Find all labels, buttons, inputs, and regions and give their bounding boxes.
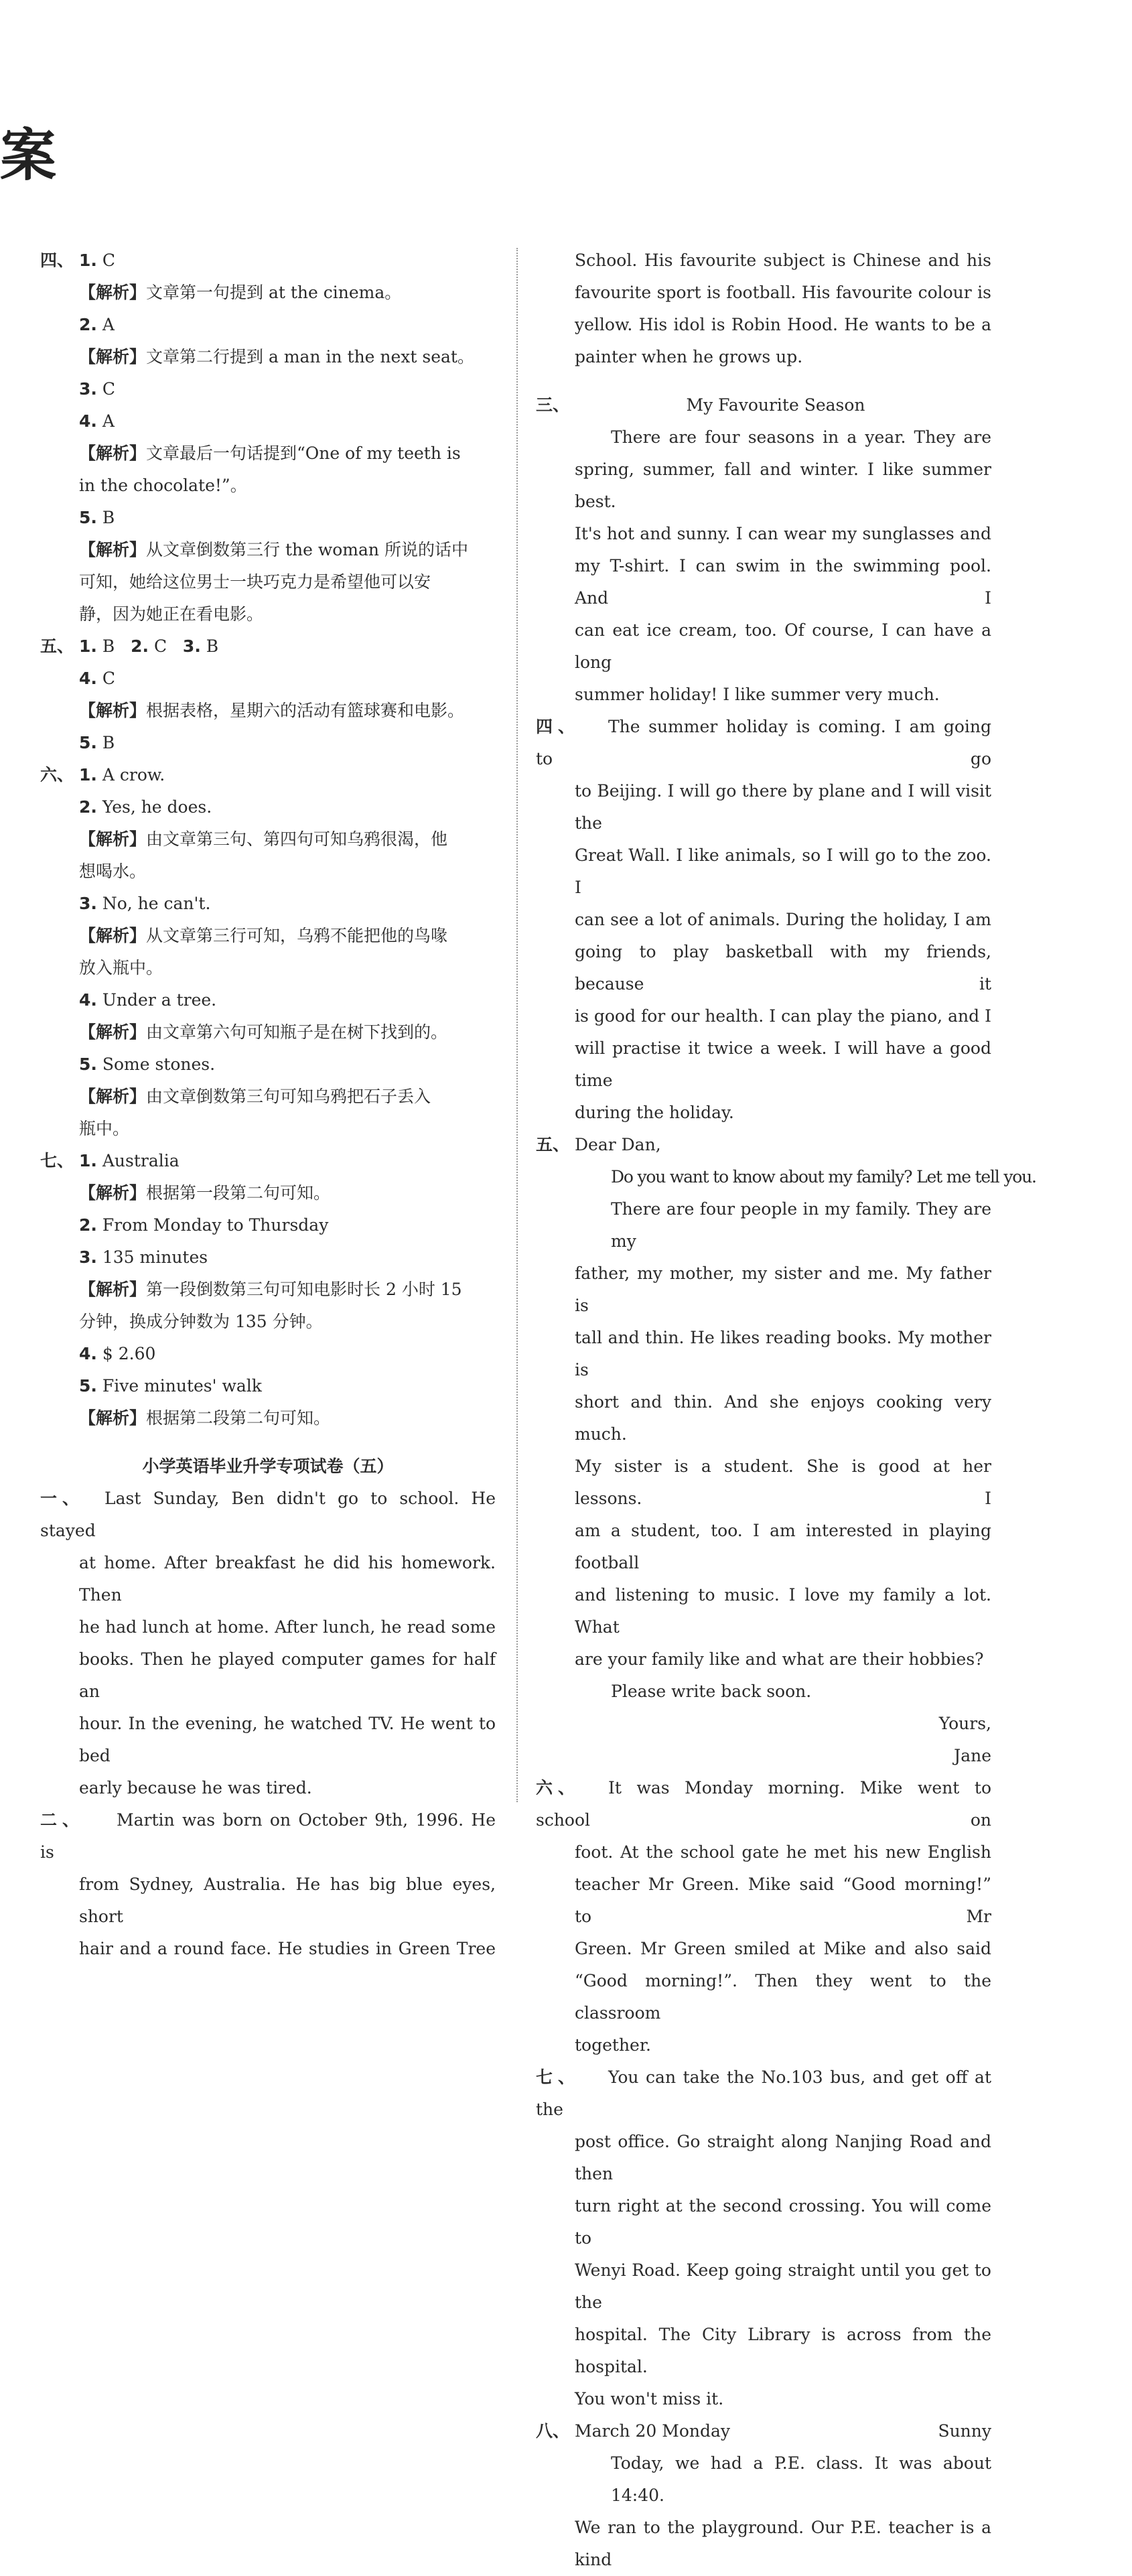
text-line: hour. In the evening, he watched TV. He went to bed — [79, 1714, 496, 1765]
text-line: “Good morning!”. Then they went to the classroom — [575, 1971, 991, 2023]
text-line: 【解析】 — [79, 829, 147, 849]
text-line: A — [102, 315, 115, 334]
text-line: 【解析】 — [79, 283, 147, 302]
text-line: Great Wall. I like animals, so I will go to the zoo. I — [575, 845, 991, 897]
text-line: during the holiday. — [575, 1103, 734, 1122]
text-line: 1. — [79, 251, 97, 270]
text-line: It's hot and sunny. I can wear my sunglasses and — [575, 524, 991, 543]
section-label: 四、 — [40, 251, 74, 270]
section-label: 一、 — [40, 1489, 79, 1508]
text-line: The summer holiday is coming. I am going to go — [536, 717, 991, 768]
text-line: books. Then he played computer games for half an — [79, 1649, 496, 1701]
text-line: Australia — [102, 1151, 180, 1170]
text-line: C — [102, 251, 115, 270]
text-line: 135 minutes — [102, 1247, 208, 1267]
text-line: B — [102, 508, 115, 527]
text-line: 根据第一段第二句可知。 — [146, 1183, 331, 1203]
page-header-title: 案 — [0, 123, 57, 188]
text-line: early because he was tired. — [79, 1778, 312, 1798]
section-label: 六、 — [536, 1778, 575, 1798]
text-line: 【解析】 — [79, 540, 147, 559]
essay-title: My Favourite Season — [686, 395, 865, 415]
text-line: 4. — [79, 669, 97, 688]
text-line: summer holiday! I like summer very much. — [575, 685, 940, 704]
text-line: 2. — [131, 636, 149, 656]
text-line: 1. — [79, 765, 97, 785]
text-line: my T-shirt. I can swim in the swimming pool. And I — [575, 556, 991, 608]
text-line: 5. — [79, 1055, 97, 1074]
text-line: favourite sport is football. His favourite colour is — [575, 283, 991, 302]
section-label: 五、 — [40, 636, 74, 656]
text-line: hair and a round face. He studies in Green Tree — [79, 1939, 496, 1958]
text-line: 3. — [79, 894, 97, 913]
text-line: 5. — [79, 733, 97, 752]
exam-title: 小学英语毕业升学专项试卷（五） — [142, 1456, 394, 1476]
text-line: 【解析】 — [79, 701, 147, 720]
text-line: 由文章第三句、第四句可知乌鸦很渴，他 — [146, 829, 448, 849]
text-line: Some stones. — [102, 1055, 216, 1074]
right-column — [536, 245, 1036, 2576]
text-line: Green. Mr Green smiled at Mike and also said — [575, 1939, 991, 1958]
text-line: My sister is a student. She is good at her lessons. I — [575, 1456, 991, 1508]
text-line: 第一段倒数第三句可知电影时长 2 小时 15 — [146, 1280, 462, 1299]
section-label: 四、 — [536, 717, 575, 736]
text-line: 由文章第六句可知瓶子是在树下找到的。 — [146, 1022, 448, 1042]
text-line: hospital. The City Library is across from the hospital. — [575, 2325, 991, 2376]
text-line: turn right at the second crossing. You will come to — [575, 2196, 991, 2248]
text-line: father, my mother, my sister and me. My father is — [575, 1264, 991, 1315]
text-line: You won't miss it. — [575, 2389, 724, 2409]
text-line: 放入瓶中。 — [79, 958, 163, 977]
text-line: 4. — [79, 1344, 97, 1363]
text-line: 文章第二行提到 a man in the next seat。 — [146, 347, 474, 366]
text-line: to Beijing. I will go there by plane and I will visit the — [575, 781, 991, 833]
text-line: Five minutes' walk — [102, 1376, 262, 1396]
text-line: Jane — [954, 1746, 991, 1765]
text-line: B — [102, 733, 115, 752]
section-label: 八、 — [536, 2421, 570, 2441]
text-line: 根据第二段第二句可知。 — [146, 1408, 331, 1428]
text-line: 静，因为她正在看电影。 — [79, 604, 264, 624]
column-divider — [516, 248, 518, 1802]
text-line: We ran to the playground. Our P.E. teacher is a kind — [575, 2518, 991, 2569]
text-line: 5. — [79, 508, 97, 527]
text-line: 2. — [79, 1215, 97, 1235]
text-line: 分钟，换成分钟数为 135 分钟。 — [79, 1312, 323, 1331]
text-line: 5. — [79, 1376, 97, 1396]
section-label: 三、 — [536, 395, 570, 415]
text-line: School. His favourite subject is Chinese and his — [575, 251, 991, 270]
text-line: 文章最后一句话提到“One of my teeth is — [146, 444, 461, 463]
text-line: A — [102, 411, 115, 431]
text-line: You can take the No.103 bus, and get off at the — [536, 2067, 991, 2119]
text-line: going to play basketball with my friends, because it — [575, 942, 991, 994]
section-label: 六、 — [40, 765, 74, 785]
section-label: 七、 — [536, 2067, 575, 2087]
text-line: A crow. — [102, 765, 165, 785]
text-line: 4. — [79, 411, 97, 431]
text-line: Wenyi Road. Keep going straight until you get to the — [575, 2260, 991, 2312]
text-line: C — [102, 379, 115, 399]
text-line: at home. After breakfast he did his homework. Then — [79, 1553, 496, 1605]
text-line: 文章第一句提到 at the cinema。 — [146, 283, 402, 302]
text-line: Do you want to know about my family? Let me tell you. — [611, 1167, 1036, 1187]
section-label: 二、 — [40, 1810, 79, 1830]
text-line: foot. At the school gate he met his new English — [575, 1842, 991, 1862]
text-line: Yes, he does. — [102, 797, 212, 817]
text-line: are your family like and what are their hobbies? — [575, 1649, 984, 1669]
text-line: Please write back soon. — [611, 1682, 812, 1701]
text-line: 1. — [79, 1151, 97, 1170]
text-line: Dear Dan, — [575, 1135, 661, 1154]
text-line: 2. — [79, 797, 97, 817]
section-label: 七、 — [40, 1151, 74, 1170]
text-line: 【解析】 — [79, 926, 147, 945]
text-line: 【解析】 — [79, 444, 147, 463]
text-line: C — [153, 636, 167, 656]
text-line: together. — [575, 2035, 651, 2055]
text-line: B — [206, 636, 219, 656]
text-line: in the chocolate!”。 — [79, 476, 247, 495]
text-line: is good for our health. I can play the piano, and I — [575, 1006, 991, 1026]
text-line: B — [102, 636, 115, 656]
left-column — [40, 245, 496, 1965]
text-line: and listening to music. I love my family a lot. What — [575, 1585, 991, 1637]
text-line: There are four seasons in a year. They are — [611, 427, 991, 447]
text-line: painter when he grows up. — [575, 347, 803, 366]
text-line: 【解析】 — [79, 1408, 147, 1428]
text-line: 3. — [182, 636, 201, 656]
text-line: 4. — [79, 990, 97, 1010]
text-line: Last Sunday, Ben didn't go to school. He stayed — [40, 1489, 496, 1540]
text-line: post office. Go straight along Nanjing Road and then — [575, 2132, 991, 2183]
text-line: teacher Mr Green. Mike said “Good morning!” to Mr — [575, 1875, 991, 1926]
text-line: March 20 Monday — [575, 2421, 731, 2441]
text-line: Today, we had a P.E. class. It was about 14:40. — [611, 2453, 991, 2505]
text-line: No, he can't. — [102, 894, 211, 913]
text-line: yellow. His idol is Robin Hood. He wants to be a — [575, 315, 991, 334]
text-line: Under a tree. — [102, 990, 217, 1010]
text-line: 【解析】 — [79, 1280, 147, 1299]
text-line: short and thin. And she enjoys cooking very much. — [575, 1392, 991, 1444]
text-line: 【解析】 — [79, 1087, 147, 1106]
text-line: 想喝水。 — [79, 862, 147, 881]
text-line: will practise it twice a week. I will have a good time — [575, 1038, 991, 1090]
text-line: 1. — [79, 636, 97, 656]
text-line: From Monday to Thursday — [102, 1215, 329, 1235]
text-line: he had lunch at home. After lunch, he read some — [79, 1617, 496, 1637]
text-line: Yours, — [938, 1714, 991, 1733]
text-line: 3. — [79, 1247, 97, 1267]
text-line: 根据表格，星期六的活动有篮球赛和电影。 — [146, 701, 465, 720]
text-line: 从文章第三行可知，乌鸦不能把他的鸟喙 — [146, 926, 448, 945]
text-line: There are four people in my family. They are my — [611, 1199, 991, 1251]
text-line: Martin was born on October 9th, 1996. He is — [40, 1810, 496, 1862]
text-line: 3. — [79, 379, 97, 399]
text-line: 瓶中。 — [79, 1119, 130, 1138]
section-label: 五、 — [536, 1135, 570, 1154]
text-line: am a student, too. I am interested in playing football — [575, 1521, 991, 1572]
text-line: $ 2.60 — [102, 1344, 156, 1363]
text-line: from Sydney, Australia. He has big blue eyes, short — [79, 1875, 496, 1926]
text-line: 【解析】 — [79, 347, 147, 366]
text-line: can eat ice cream, too. Of course, I can have a long — [575, 620, 991, 672]
text-line: 从文章倒数第三行 the woman 所说的话中 — [146, 540, 468, 559]
text-line: tall and thin. He likes reading books. My mother is — [575, 1328, 991, 1379]
text-line: spring, summer, fall and winter. I like summer best. — [575, 460, 991, 511]
text-line: 2. — [79, 315, 97, 334]
text-line: can see a lot of animals. During the holiday, I am — [575, 910, 991, 929]
text-line: C — [102, 669, 115, 688]
text-line: 可知，她给这位男士一块巧克力是希望他可以安 — [79, 572, 431, 592]
text-line: Sunny — [938, 2421, 991, 2441]
text-line: 由文章倒数第三句可知乌鸦把石子丢入 — [146, 1087, 431, 1106]
text-line: It was Monday morning. Mike went to school on — [536, 1778, 991, 1830]
text-line: 【解析】 — [79, 1183, 147, 1203]
text-line: 【解析】 — [79, 1022, 147, 1042]
